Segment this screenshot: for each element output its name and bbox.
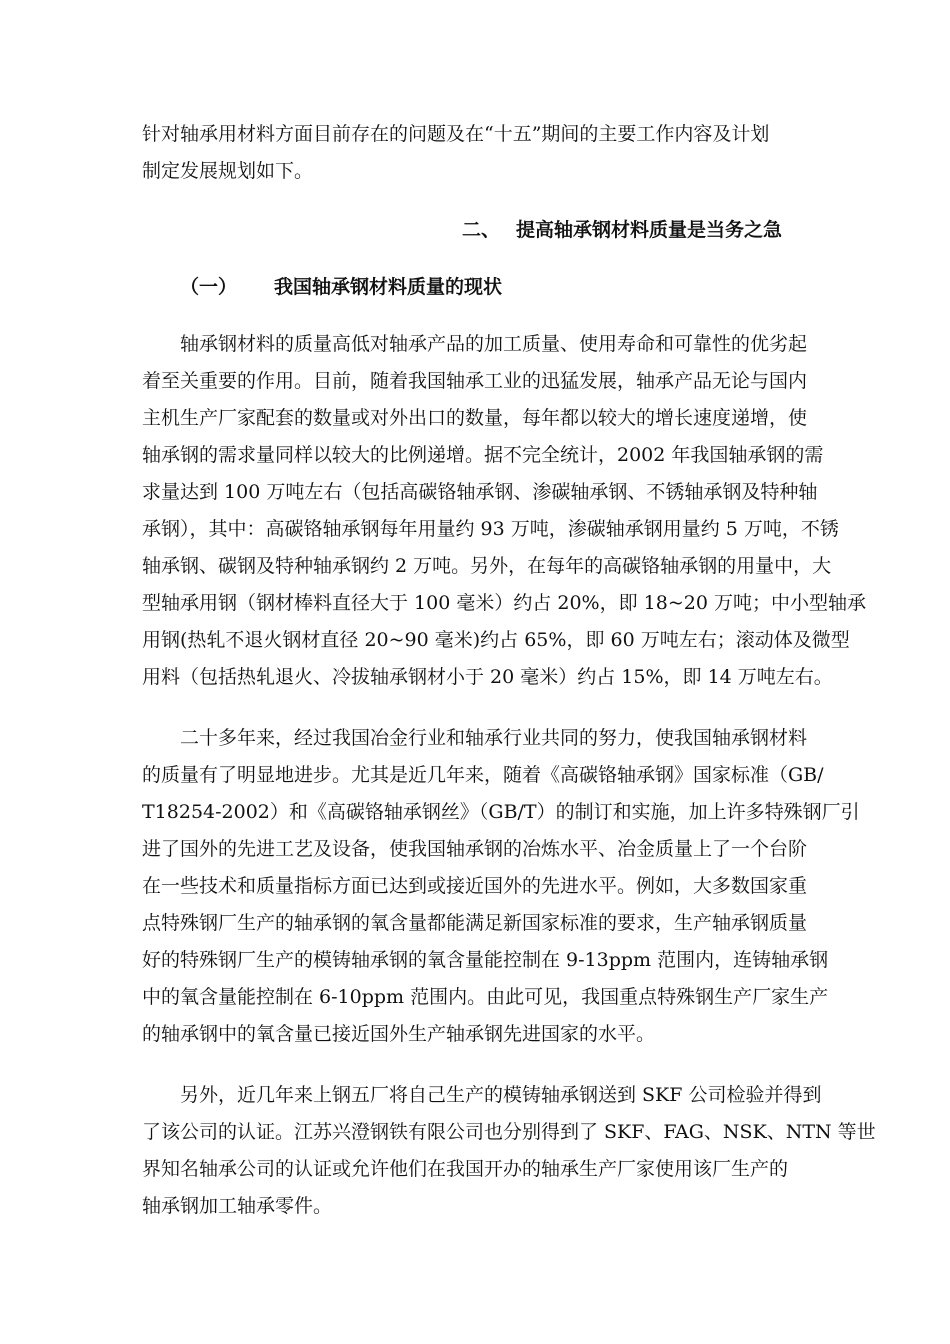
text-line: 轴承钢的需求量同样以较大的比例递增。据不完全统计，2002 年我国轴承钢的需 bbox=[142, 444, 824, 466]
text-line: 在一些技术和质量指标方面已达到或接近国外的先进水平。例如，大多数国家重 bbox=[142, 875, 808, 897]
text-line: 点特殊钢厂生产的轴承钢的氧含量都能满足新国家标准的要求，生产轴承钢质量 bbox=[142, 912, 808, 934]
body-paragraph-1 bbox=[142, 326, 866, 696]
subsection-title: 我国轴承钢材料质量的现状 bbox=[274, 276, 503, 298]
section-title: 提高轴承钢材料质量是当务之急 bbox=[515, 219, 782, 241]
intro-paragraph bbox=[142, 116, 814, 190]
text-line: 主机生产厂家配套的数量或对外出口的数量，每年都以较大的增长速度递增，使 bbox=[142, 407, 808, 429]
text-line: 中的氧含量能控制在 6-10ppm 范围内。由此可见，我国重点特殊钢生产厂家生产 bbox=[142, 986, 829, 1008]
text-line: 另外，近几年来上钢五厂将自己生产的模铸轴承钢送到 SKF 公司检验并得到 bbox=[180, 1084, 822, 1106]
body-paragraph-2 bbox=[142, 720, 860, 1053]
text-line: 用钢(热轧不退火钢材直径 20~90 毫米)约占 65%，即 60 万吨左右；滚动体及微型 bbox=[142, 629, 850, 651]
text-line: 着至关重要的作用。目前，随着我国轴承工业的迅猛发展，轴承产品无论与国内 bbox=[142, 370, 808, 392]
text-line: 界知名轴承公司的认证或允许他们在我国开办的轴承生产厂家使用该厂生产的 bbox=[142, 1158, 789, 1180]
text-line: 轴承钢材料的质量高低对轴承产品的加工质量、使用寿命和可靠性的优劣起 bbox=[180, 333, 808, 355]
text-line: 承钢），其中：高碳铬轴承钢每年用量约 93 万吨，渗碳轴承钢用量约 5 万吨，不锈 bbox=[142, 518, 839, 540]
section-heading bbox=[462, 215, 782, 245]
text-line: 二十多年来，经过我国冶金行业和轴承行业共同的努力，使我国轴承钢材料 bbox=[180, 727, 808, 749]
text-line: 进了国外的先进工艺及设备，使我国轴承钢的冶炼水平、冶金质量上了一个台阶 bbox=[142, 838, 808, 860]
text-line: 了该公司的认证。江苏兴澄钢铁有限公司也分别得到了 SKF、FAG、NSK、NTN 等世 bbox=[142, 1121, 876, 1143]
text-line: 的质量有了明显地进步。尤其是近几年来，随着《高碳铬轴承钢》国家标准（GB/ bbox=[142, 764, 824, 786]
text-line: 轴承钢、碳钢及特种轴承钢约 2 万吨。另外，在每年的高碳铬轴承钢的用量中，大 bbox=[142, 555, 832, 577]
subsection-number: （一） bbox=[180, 276, 238, 298]
text-line: 用料（包括热轧退火、冷拔轴承钢材小于 20 毫米）约占 15%，即 14 万吨左右。 bbox=[142, 666, 833, 688]
text-line: 针对轴承用材料方面目前存在的问题及在“十五”期间的主要工作内容及计划 bbox=[142, 123, 770, 145]
text-line: T18254-2002）和《高碳铬轴承钢丝》（GB/T）的制订和实施，加上许多特殊钢厂引 bbox=[142, 801, 860, 823]
section-number: 二、 bbox=[461, 219, 500, 241]
text-line: 轴承钢加工轴承零件。 bbox=[142, 1195, 333, 1217]
text-line: 制定发展规划如下。 bbox=[142, 160, 314, 182]
body-paragraph-3 bbox=[142, 1077, 876, 1225]
text-line: 的轴承钢中的氧含量已接近国外生产轴承钢先进国家的水平。 bbox=[142, 1023, 656, 1045]
subsection-heading bbox=[180, 272, 502, 302]
text-line: 求量达到 100 万吨左右（包括高碳铬轴承钢、渗碳轴承钢、不锈轴承钢及特种轴 bbox=[142, 481, 818, 503]
text-line: 型轴承用钢（钢材棒料直径大于 100 毫米）约占 20%，即 18~20 万吨；中小型轴承 bbox=[142, 592, 866, 614]
text-line: 好的特殊钢厂生产的模铸轴承钢的氧含量能控制在 9-13ppm 范围内，连铸轴承钢 bbox=[142, 949, 829, 971]
